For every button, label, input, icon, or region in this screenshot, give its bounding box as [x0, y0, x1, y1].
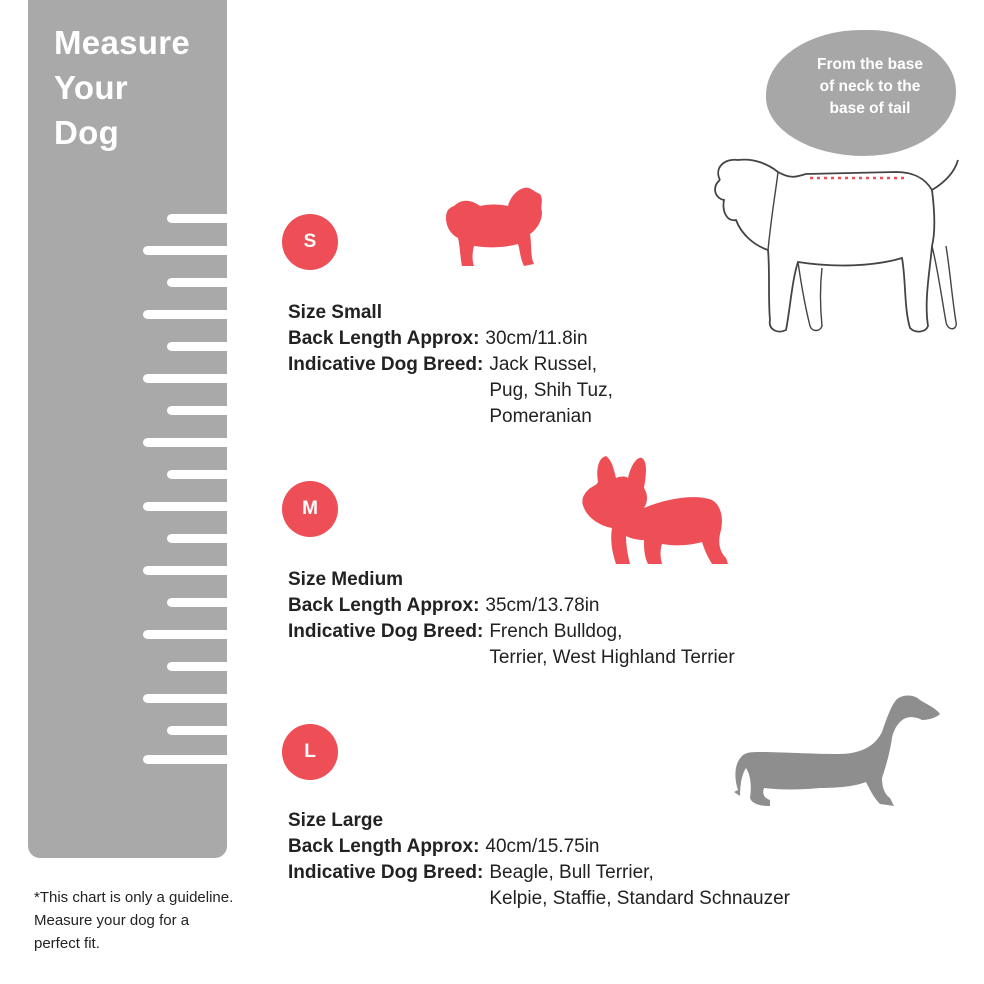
size-title: Size Small [288, 302, 382, 323]
callout-line: of neck to the [819, 78, 921, 95]
back-length-label: Back Length Approx: [288, 595, 480, 616]
breed-list [489, 352, 613, 430]
ruler-title-line: Your [54, 69, 128, 106]
ruler-tick [167, 598, 227, 607]
breed-label: Indicative Dog Breed: [288, 862, 484, 883]
disclaimer-note: *This chart is only a guideline. Measure your dog for a perfect fit. [34, 889, 234, 952]
size-title: Size Large [288, 810, 384, 831]
back-length-value: 40cm/15.75in [485, 836, 600, 857]
ruler-tick [167, 726, 227, 735]
ruler-tick [143, 246, 227, 255]
dachshund-silhouette-icon [730, 694, 942, 812]
ruler-tick [143, 438, 227, 447]
breed-label: Indicative Dog Breed: [288, 354, 484, 375]
breed-line: Jack Russel, [489, 354, 598, 375]
ruler-tick [143, 502, 227, 511]
breed-line: Pug, Shih Tuz, [489, 380, 613, 401]
ruler-tick [167, 534, 227, 543]
ruler-tick [143, 310, 227, 319]
breed-list [489, 860, 790, 912]
ruler-title [54, 20, 224, 155]
ruler-tick [167, 214, 227, 223]
ruler-tick [167, 406, 227, 415]
breed-list [489, 619, 734, 671]
callout-text [786, 54, 954, 120]
size-badge-large: L [282, 724, 338, 780]
ruler-tick [167, 278, 227, 287]
ruler-tick [143, 374, 227, 383]
size-info-small [288, 300, 928, 430]
ruler-tick [143, 566, 227, 575]
back-length-label: Back Length Approx: [288, 328, 480, 349]
back-length-value: 35cm/13.78in [485, 595, 600, 616]
size-info-large [288, 808, 928, 912]
breed-line: Terrier, West Highland Terrier [489, 647, 735, 668]
ruler-tick [143, 630, 227, 639]
size-title: Size Medium [288, 569, 404, 590]
ruler-title-line: Measure [54, 24, 191, 61]
ruler-tick [167, 662, 227, 671]
callout-line: From the base [817, 56, 923, 73]
size-badge-small: S [282, 214, 338, 270]
size-info-medium [288, 567, 928, 671]
ruler-tick [143, 694, 227, 703]
breed-label: Indicative Dog Breed: [288, 621, 484, 642]
back-length-label: Back Length Approx: [288, 836, 480, 857]
size-badge-medium: M [282, 481, 338, 537]
french-bulldog-silhouette-icon [578, 454, 730, 568]
pomeranian-silhouette-icon [444, 186, 544, 268]
callout-line: base of tail [829, 100, 911, 117]
breed-line: Kelpie, Staffie, Standard Schnauzer [489, 888, 791, 909]
breed-line: Pomeranian [489, 406, 592, 427]
ruler-tick [143, 755, 227, 764]
ruler-panel [28, 0, 227, 858]
breed-line: Beagle, Bull Terrier, [489, 862, 654, 883]
ruler-tick [167, 342, 227, 351]
ruler-tick [167, 470, 227, 479]
breed-line: French Bulldog, [489, 621, 623, 642]
ruler-title-line: Dog [54, 114, 120, 151]
back-length-value: 30cm/11.8in [485, 328, 588, 349]
